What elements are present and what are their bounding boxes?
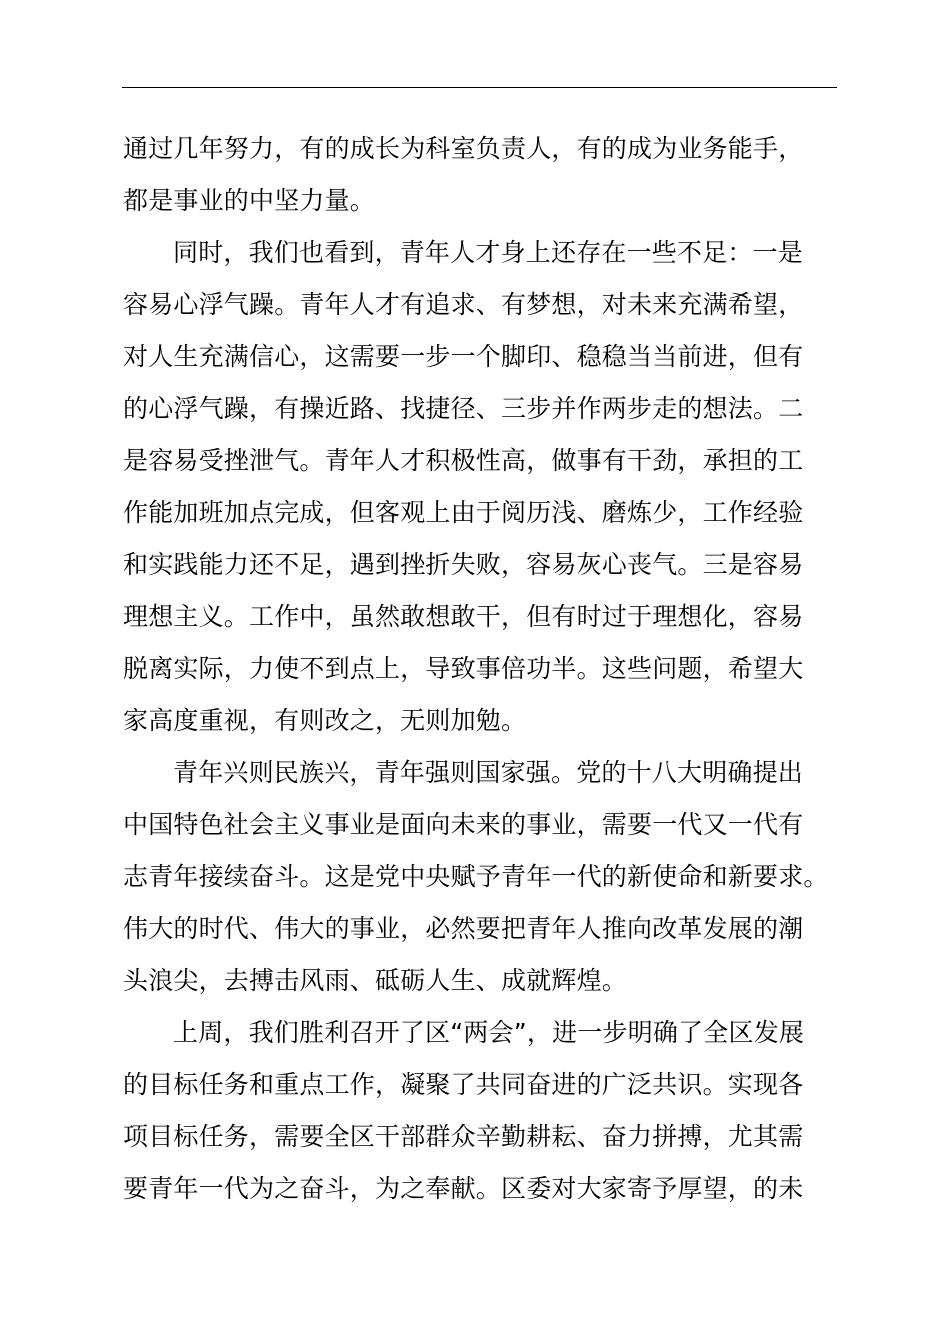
text-line: 都是事业的中坚力量。 — [123, 186, 376, 215]
text-line: 伟大的时代、伟大的事业，必然要把青年人推向改革发展的潮 — [123, 914, 804, 943]
header-rule — [122, 87, 837, 88]
text-line: 志青年接续奋斗。这是党中央赋予青年一代的新使命和新要求。 — [123, 862, 829, 891]
text-line: 家高度重视，有则改之，无则加勉。 — [123, 706, 527, 735]
page-body — [123, 123, 843, 1215]
text-line: 通过几年努力，有的成长为科室负责人，有的成为业务能手， — [123, 134, 804, 163]
text-line: 脱离实际，力使不到点上，导致事倍功半。这些问题，希望大 — [123, 654, 804, 683]
text-line: 要青年一代为之奋斗，为之奉献。区委对大家寄予厚望，的未 — [123, 1174, 804, 1203]
text-line: 是容易受挫泄气。青年人才积极性高，做事有干劲，承担的工 — [123, 446, 804, 475]
text-line: 作能加班加点完成，但客观上由于阅历浅、磨炼少，工作经验 — [123, 498, 804, 527]
text-line: 对人生充满信心，这需要一步一个脚印、稳稳当当前进，但有 — [123, 342, 804, 371]
paragraph-first-line: 同时，我们也看到，青年人才身上还存在一些不足：一是 — [173, 238, 804, 267]
text-line: 项目标任务，需要全区干部群众辛勤耕耘、奋力拼搏，尤其需 — [123, 1122, 804, 1151]
text-line: 容易心浮气躁。青年人才有追求、有梦想，对未来充满希望， — [123, 290, 804, 319]
text-line: 中国特色社会主义事业是面向未来的事业，需要一代又一代有 — [123, 810, 804, 839]
text-line: 和实践能力还不足，遇到挫折失败，容易灰心丧气。三是容易 — [123, 550, 804, 579]
paragraph-first-line: 上周，我们胜利召开了区“两会”，进一步明确了全区发展 — [173, 1018, 805, 1047]
paragraph-first-line: 青年兴则民族兴，青年强则国家强。党的十八大明确提出 — [173, 758, 804, 787]
text-line: 的目标任务和重点工作，凝聚了共同奋进的广泛共识。实现各 — [123, 1070, 804, 1099]
text-line: 理想主义。工作中，虽然敢想敢干，但有时过于理想化，容易 — [123, 602, 804, 631]
text-line: 头浪尖，去搏击风雨、砥砺人生、成就辉煌。 — [123, 966, 628, 995]
text-line: 的心浮气躁，有操近路、找捷径、三步并作两步走的想法。二 — [123, 394, 804, 423]
